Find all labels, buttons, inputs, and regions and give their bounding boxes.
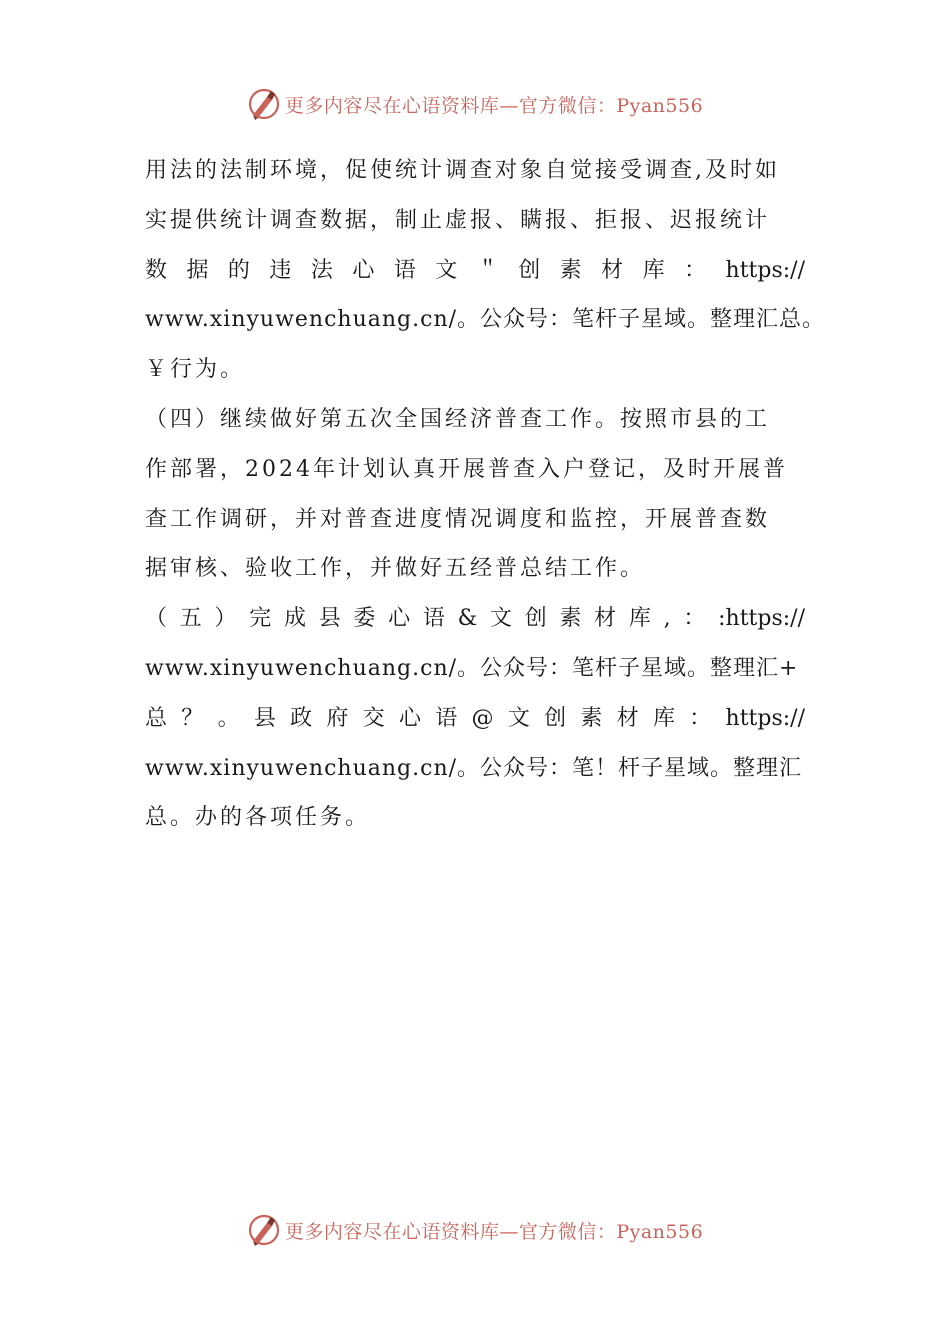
body-line: 查工作调研，并对普查进度情况调度和监控，开展普查数 <box>145 506 771 532</box>
body-line: www.xinyuwenchuang.cn/。公众号：笔杆子星域。整理汇+ <box>145 655 799 681</box>
body-line: 实提供统计调查数据，制止虚报、瞒报、拒报、迟报统计 <box>145 207 771 233</box>
body-line: www.xinyuwenchuang.cn/。公众号：笔杆子星域。整理汇总。 <box>145 307 826 333</box>
body-line: 据审核、验收工作，并做好五经普总结工作。 <box>145 556 646 582</box>
footer-banner <box>0 1210 950 1250</box>
header-banner-text: 更多内容尽在心语资料库—官方微信：Pyan556 <box>284 94 704 117</box>
body-line: （五）完成县委心语&文创素材库,：:https:// <box>145 606 805 632</box>
pen-circle-logo-icon <box>247 87 281 121</box>
header-banner <box>0 84 950 124</box>
body-line: 总。办的各项任务。 <box>145 805 371 831</box>
body-line: （四）继续做好第五次全国经济普查工作。按照市县的工 <box>145 406 771 432</box>
body-line: www.xinyuwenchuang.cn/。公众号：笔！杆子星域。整理汇 <box>145 755 803 781</box>
body-line: 数据的违法心语文＂创素材库：https:// <box>145 257 805 283</box>
body-line: 总？。县政府交心语@文创素材库：https:// <box>145 705 805 731</box>
body-line: ￥行为。 <box>145 357 246 383</box>
body-line: 用法的法制环境，促使统计调查对象自觉接受调查,及时如 <box>145 158 780 183</box>
body-line: 作部署，2024年计划认真开展普查入户登记，及时开展普 <box>145 456 788 482</box>
footer-banner-text: 更多内容尽在心语资料库—官方微信：Pyan556 <box>284 1220 704 1243</box>
document-body <box>145 146 826 843</box>
pen-circle-logo-icon <box>247 1213 281 1247</box>
